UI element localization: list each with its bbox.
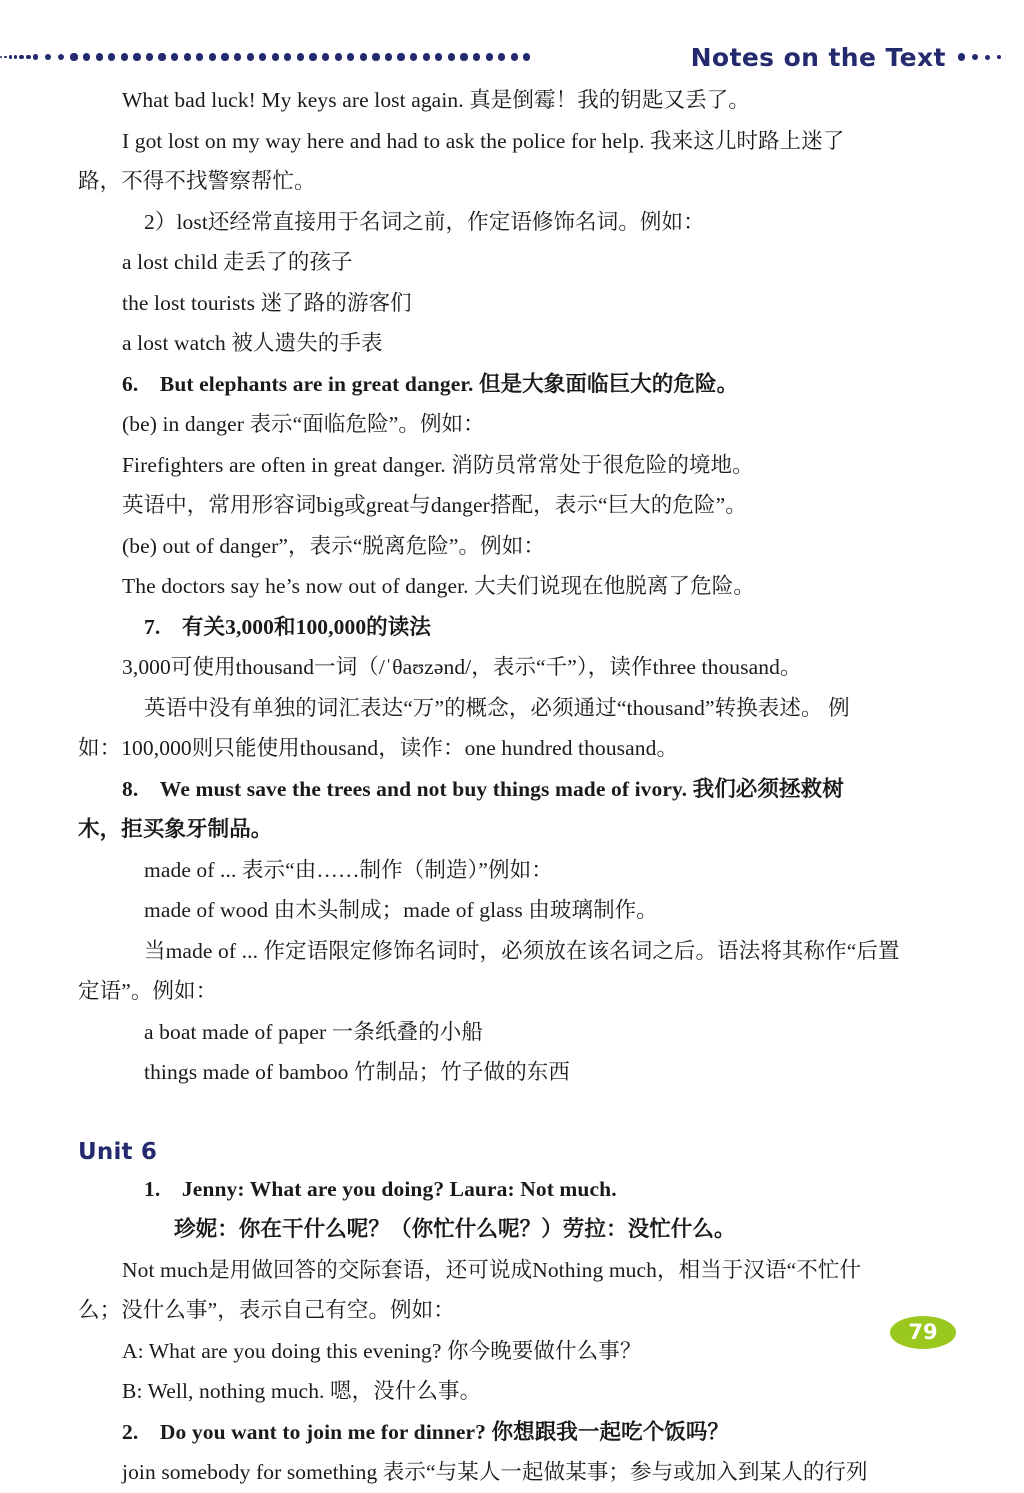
header-dot <box>96 53 103 60</box>
running-head <box>0 40 1024 74</box>
text-line: made of wood 由木头制成；made of glass 由玻璃制作。 <box>144 898 658 922</box>
header-dot <box>272 53 279 60</box>
text-line: (be) in danger 表示“面临危险”。例如： <box>122 412 485 436</box>
text-line: things made of bamboo 竹制品；竹子做的东西 <box>144 1060 570 1084</box>
text-line: 定语”。例如： <box>78 979 218 1003</box>
header-dot <box>171 53 178 60</box>
header-dot <box>985 55 990 60</box>
header-dot <box>9 55 12 58</box>
text-line: 珍妮：你在干什么呢？（你忙什么呢？）劳拉：没忙什么。 <box>174 1217 736 1241</box>
text-line: I got lost on my way here and had to ask the police for help. 我来这儿时路上迷了 <box>122 128 845 153</box>
running-head-title: Notes on the Text <box>690 42 946 72</box>
header-dot <box>410 53 417 60</box>
header-dot <box>108 53 115 60</box>
header-dot <box>133 53 140 60</box>
header-dot <box>473 53 480 60</box>
header-dot <box>4 56 7 59</box>
text-column <box>78 80 968 1493</box>
text-line: 2）lost还经常直接用于名词之前，作定语修饰名词。例如： <box>144 209 705 234</box>
page-number-badge <box>890 1316 956 1349</box>
text-line: 如：100,000则只能使用thousand，读作：one hundred thousand。 <box>78 736 679 760</box>
text-line: B: Well, nothing much. 嗯，没什么事。 <box>122 1379 482 1403</box>
text-line: (be) out of danger”，表示“脱离危险”。例如： <box>122 533 545 558</box>
text-line: 英语中没有单独的词汇表达“万”的概念，必须通过“thousand”转换表述。 例 <box>144 695 850 720</box>
text-line: 2. Do you want to join me for dinner? 你想跟我一起吃个饭吗？ <box>122 1419 730 1444</box>
header-dot <box>322 53 329 60</box>
header-dot-rail-left <box>0 46 677 68</box>
header-dot <box>33 54 39 60</box>
header-dot-rail-right <box>958 53 1008 60</box>
header-dot <box>498 53 505 60</box>
header-dot <box>347 53 354 60</box>
header-dot <box>972 54 978 60</box>
header-dot <box>385 53 392 60</box>
text-line: join somebody for something 表示“与某人一起做某事；参与或加入到某人的行列 <box>122 1460 868 1484</box>
text-line: Firefighters are often in great danger. 消防员常常处于很危险的境地。 <box>122 452 754 477</box>
header-dot <box>460 53 467 60</box>
header-dot <box>372 53 379 60</box>
header-dot <box>234 53 241 60</box>
text-line: 3,000可使用thousand一词（/ˈθaʊzənd/，表示“千”），读作three thousand。 <box>122 655 802 679</box>
text-line: 7. 有关3,000和100,000的读法 <box>144 614 431 639</box>
text-line: 木，拒买象牙制品。 <box>78 817 273 841</box>
text-line: 当made of ... 作定语限定修饰名词时，必须放在该名词之后。语法将其称作“后置 <box>144 938 900 963</box>
text-line: 6. But elephants are in great danger. 但是大象面临巨大的危险。 <box>122 371 739 396</box>
header-dot <box>221 53 228 60</box>
header-dot <box>486 53 493 60</box>
header-dot <box>997 55 1001 59</box>
header-dot <box>158 53 165 60</box>
header-dot <box>70 53 77 60</box>
header-dot <box>247 53 254 60</box>
header-dot <box>448 53 455 60</box>
header-dot <box>284 53 291 60</box>
header-dot <box>26 55 31 60</box>
header-dot <box>45 54 51 60</box>
text-line: The doctors say he’s now out of danger. 大夫们说现在他脱离了危险。 <box>122 574 755 598</box>
header-dot <box>423 53 430 60</box>
text-line: 8. We must save the trees and not buy things made of ivory. 我们必须拯救树 <box>122 776 844 801</box>
text-line: a boat made of paper 一条纸叠的小船 <box>144 1019 483 1044</box>
header-dot <box>58 54 65 61</box>
header-dot <box>511 53 518 60</box>
header-dot <box>435 53 442 60</box>
header-dot <box>83 53 90 60</box>
text-line: a lost watch 被人遗失的手表 <box>122 331 383 355</box>
header-dot <box>121 53 128 60</box>
text-line: 1. Jenny: What are you doing? Laura: Not much. <box>144 1176 617 1201</box>
header-dot <box>523 53 530 60</box>
header-dot <box>184 53 191 60</box>
unit-heading: Unit 6 <box>78 1138 158 1165</box>
text-line: A: What are you doing this evening? 你今晚要做什么事？ <box>122 1338 642 1363</box>
header-dot <box>309 53 316 60</box>
header-dot <box>14 55 18 59</box>
header-dot <box>397 53 404 60</box>
text-line: 么；没什么事”，表示自己有空。例如： <box>78 1298 455 1322</box>
text-line: What bad luck! My keys are lost again. 真是倒霉！我的钥匙又丢了。 <box>122 88 750 112</box>
header-dot <box>259 53 266 60</box>
notes-block-unit5 <box>78 80 968 1093</box>
header-dot <box>0 56 2 58</box>
header-dot <box>360 53 367 60</box>
text-line: a lost child 走丢了的孩子 <box>122 250 353 274</box>
header-dot <box>335 53 342 60</box>
header-dot <box>19 55 23 59</box>
text-line: 路，不得不找警察帮忙。 <box>78 169 316 193</box>
header-dot <box>297 53 304 60</box>
header-dot <box>146 53 153 60</box>
notes-block-unit6 <box>78 1169 968 1493</box>
header-dot <box>958 53 965 60</box>
text-line: the lost tourists 迷了路的游客们 <box>122 290 412 315</box>
text-line: made of ... 表示“由……制作（制造）”例如： <box>144 857 553 882</box>
text-line: 英语中，常用形容词big或great与danger搭配，表示“巨大的危险”。 <box>122 493 747 517</box>
header-dot <box>196 53 203 60</box>
header-dot <box>209 53 216 60</box>
page-number: 79 <box>908 1320 938 1344</box>
text-line: Not much是用做回答的交际套语，还可说成Nothing much，相当于汉语“不忙什 <box>122 1257 862 1282</box>
